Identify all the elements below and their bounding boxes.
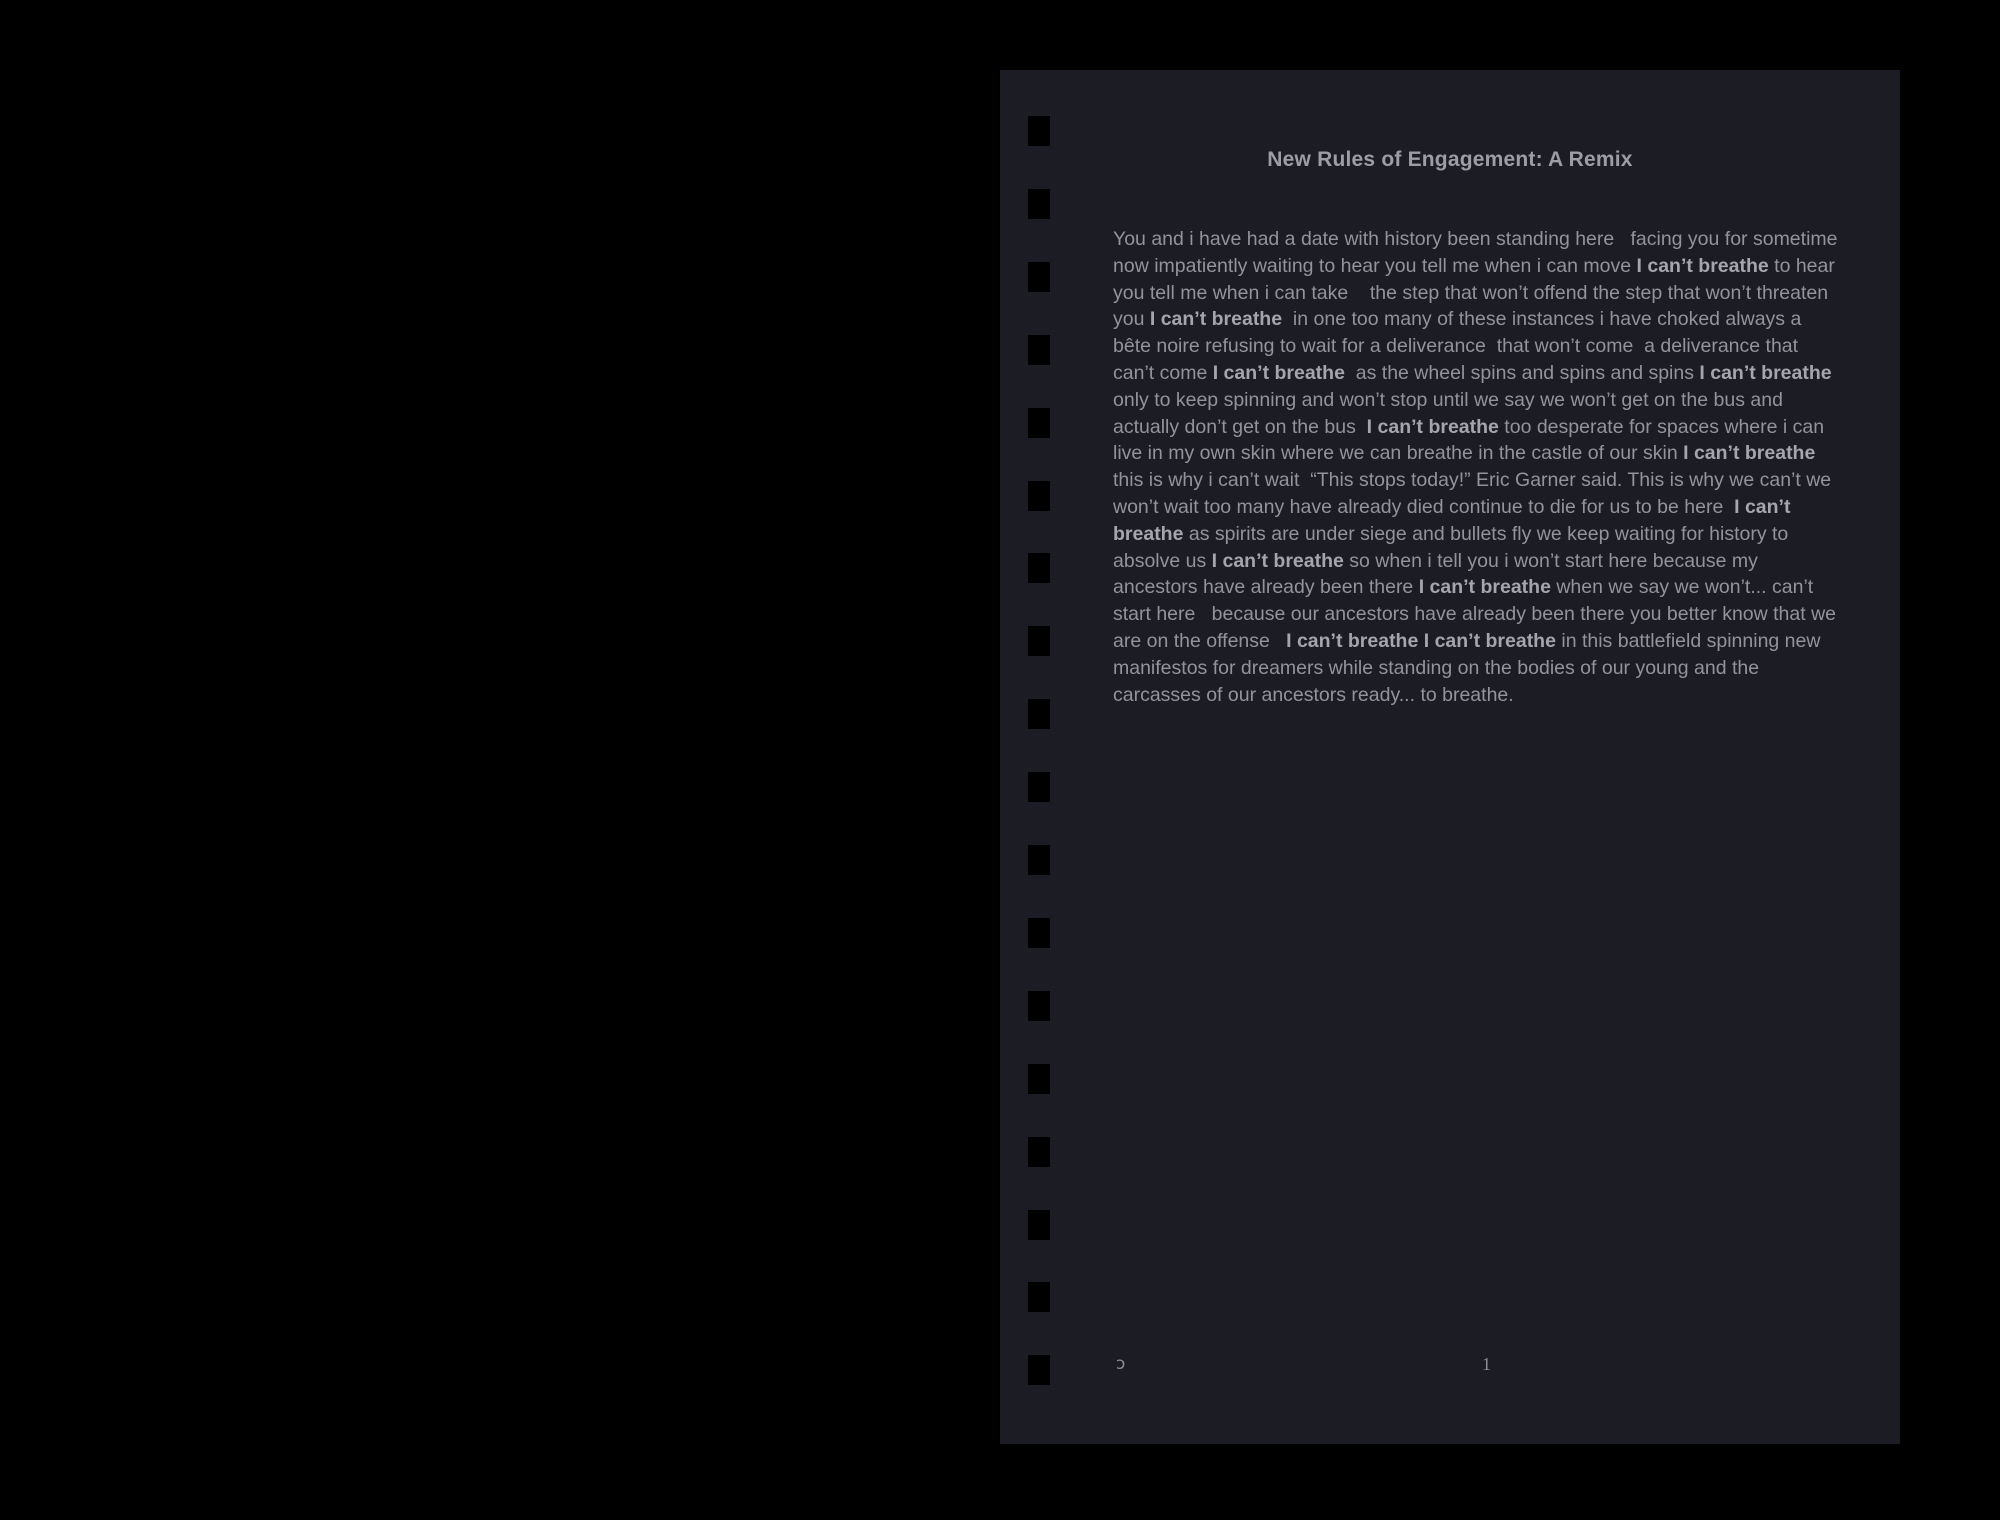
binding-hole [1028,116,1050,146]
refrain-text: I can’t breathe [1212,361,1345,384]
binding-hole [1028,189,1050,219]
binding-hole [1028,918,1050,948]
poem-body [1113,226,1843,708]
refrain-text: I can’t breathe [1211,549,1344,572]
binding-hole [1028,1137,1050,1167]
binding-hole [1028,991,1050,1021]
binding-hole [1028,626,1050,656]
footer-mark: ↄ [1116,1354,1126,1374]
binding-hole [1028,335,1050,365]
refrain-text: I can’t breathe [1636,254,1769,277]
refrain-text: I can’t breathe [1366,415,1499,438]
body-text-run: You and i have had a date with history been standing here facing you for sometime now impatiently waiting to hear you tell me when i can move [1113,228,1838,277]
body-text-run: to hear you tell me when i can take the step that won’t offend the step that won’t threaten you [1113,254,1835,331]
binding-holes [1028,70,1052,1444]
body-text-run: when we say we won’t... can’t start here because our ancestors have already been there you better know that we are on the offense [1113,576,1837,652]
binding-hole [1028,408,1050,438]
body-text-run: in one too many of these instances i have choked always a bête noire refusing to wait for a deliverance that won’t come a deliverance that can’t come [1113,308,1802,384]
printed-page [1000,70,1900,1444]
binding-hole [1028,1282,1050,1312]
page-number: 1 [1482,1354,1491,1374]
refrain-text: I can’t breathe [1418,576,1551,599]
body-text-run: too desperate for spaces where i can live in my own skin where we can breathe in the castle of our skin [1113,415,1825,465]
refrain-text: I can’t breathe I can’t breathe [1286,629,1556,652]
body-text-run: in this battlefield spinning new manifestos for dreamers while standing on the bodies of our young and the carcasses of our ancestors ready... to breathe. [1113,629,1821,706]
body-text-run: as the wheel spins and spins and spins [1344,361,1700,384]
binding-hole [1028,1355,1050,1385]
body-text-run: only to keep spinning and won’t stop until we say we won’t get on the bus and actually don’t get on the bus [1113,388,1783,438]
binding-hole [1028,262,1050,292]
binding-hole [1028,845,1050,875]
binding-hole [1028,772,1050,802]
body-text-run: so when i tell you i won’t start here because my ancestors have already been there [1113,549,1758,599]
binding-hole [1028,481,1050,511]
body-text-run: as spirits are under siege and bullets fly we keep waiting for history to absolve us [1113,522,1789,572]
body-text-run: this is why i can’t wait “This stops today!” Eric Garner said. This is why we can’t we won’t wait too many have already died continue to die for us to be here [1113,469,1832,518]
binding-hole [1028,553,1050,583]
binding-hole [1028,1210,1050,1240]
binding-hole [1028,699,1050,729]
refrain-text: I can’t breathe [1699,361,1832,384]
binding-hole [1028,1064,1050,1094]
refrain-text: I can’t breathe [1683,442,1816,465]
page-title: New Rules of Engagement: A Remix [1267,148,1633,171]
refrain-text: I can’t breathe [1113,495,1791,545]
refrain-text: I can’t breathe [1149,308,1283,331]
